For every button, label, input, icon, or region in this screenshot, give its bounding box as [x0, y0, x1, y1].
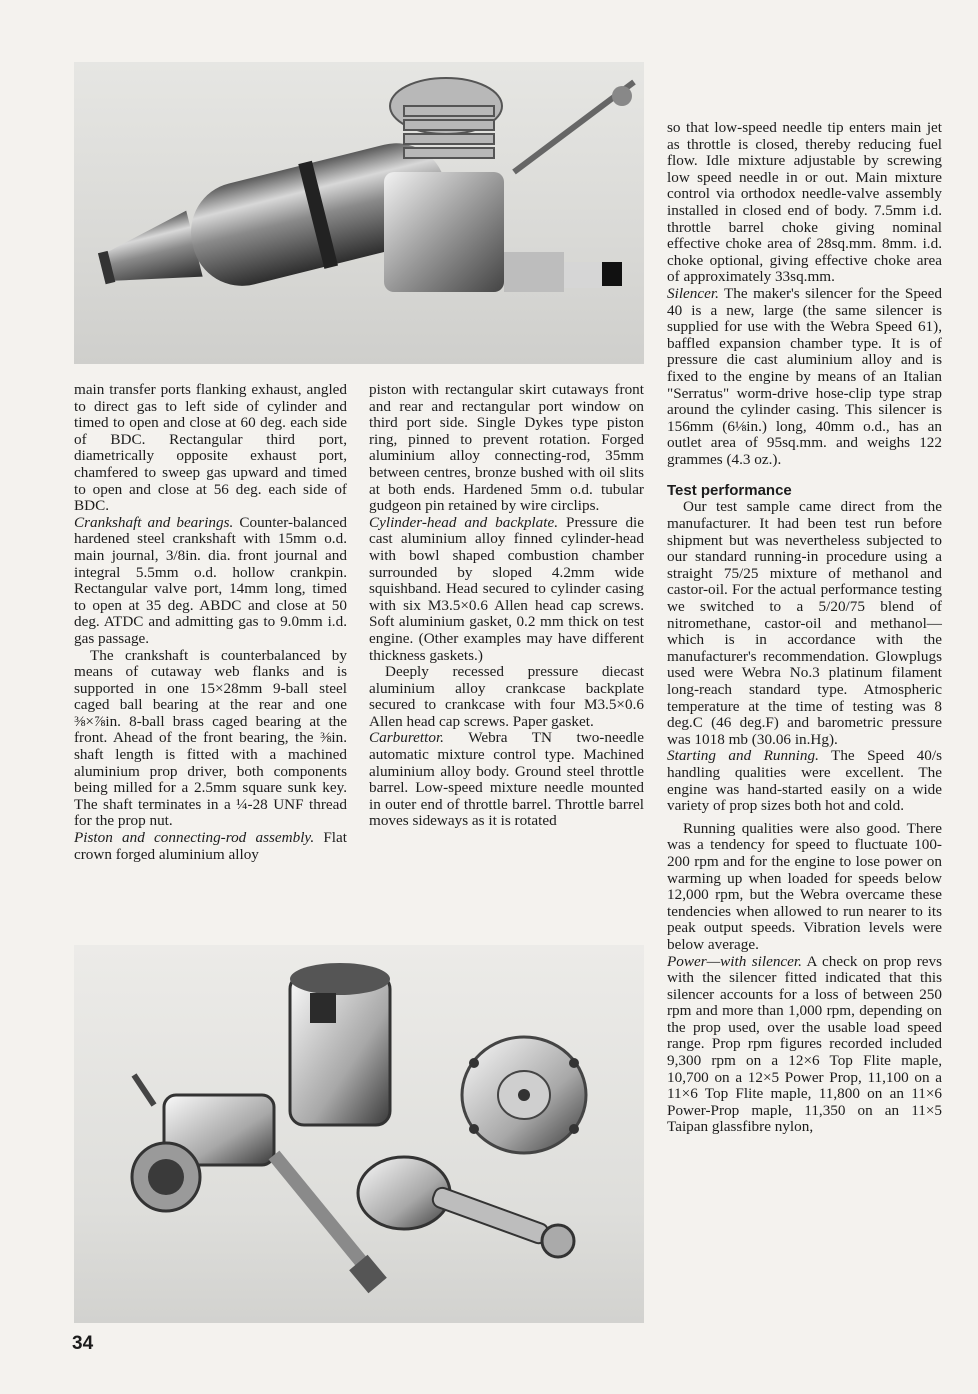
- paragraph-carb-cont: so that low-speed needle tip enters main jet as throttle is closed, thereby reducing fuel flow. Idle mixture adjustable by screwing low speed needle in or out. Main mixture control via orthodox needle-valve assembly installed in closed end of body. 7.5mm i.d. throttle barrel choke giving nominal effective choke area of 28sq.mm. 8mm. i.d. choke optional, giving effective choke area of approximately 33sq.mm.: [667, 119, 942, 286]
- engine-components-icon: [74, 945, 644, 1323]
- subhead-silencer: Silencer.: [667, 284, 719, 302]
- paragraph-cylinder-head: [369, 515, 644, 664]
- paragraph-crankshaft: [74, 515, 347, 648]
- engine-with-silencer-icon: [74, 62, 644, 364]
- subhead-power: Power—with silencer.: [667, 952, 802, 970]
- paragraph-backplate: Deeply recessed pressure diecast aluminium alloy crankcase backplate secured to crankcase with four M3.5×0.6 Allen head cap screws. Paper gasket.: [369, 663, 644, 730]
- subhead-piston: Piston and connecting-rod assembly.: [74, 829, 315, 847]
- page-number: 34: [72, 1333, 94, 1354]
- subhead-crankshaft: Crankshaft and bearings.: [74, 513, 234, 531]
- paragraph-piston: [74, 830, 347, 863]
- starting-text: The Speed 40/s handling qualities were excellent. The engine was hand-started easily on a wide variety of prop sizes both hot and cold.: [667, 747, 942, 815]
- subhead-carburettor: Carburettor.: [369, 729, 444, 747]
- text-column-1: [74, 382, 347, 863]
- text-column-3: [667, 120, 942, 1136]
- paragraph-power: [667, 954, 942, 1137]
- carburettor-text: Webra TN two-needle automatic mixture control type. Machined aluminium alloy body. Ground steel throttle barrel. Low-speed mixture needle mounted in outer end of throttle barrel. Throttle barrel moves sideways as it is rotated: [369, 729, 644, 830]
- crankshaft-text: Counter-balanced hardened steel crankshaft with 15mm o.d. main journal, 3/8in. dia. front journal and integral 5.5mm o.d. hollow crankpin. Rectangular valve port, 14mm long, timed to open at 35 deg. ABDC and close at 50 deg. ATDC and admitting gas to 9.0mm i.d. gas passage.: [74, 513, 347, 647]
- paragraph-carburettor: [369, 730, 644, 830]
- paragraph-starting: [667, 748, 942, 814]
- paragraph-running: Running qualities were also good. There was a tendency for speed to fluctuate 100-200 rpm and for the engine to lose power on warming up when loaded for speeds below 12,000 rpm, but the Webra overcame these tendencies when allowed to run nearer to its peak output speeds. Vibration levels were below average.: [667, 819, 942, 953]
- paragraph-counterbalance: The crankshaft is counterbalanced by means of cutaway web flanks and is supported in one 15×28mm 9-ball steel caged ball bearing at the rear and one ⅜×⅞in. 8-ball brass caged bearing at the front. Ahead of the front bearing, the ⅜in. shaft length is fitted with a machined aluminium prop driver, both components being milled for a 2.5mm square sunk key. The shaft terminates in a ¼-28 UNF thread for the prop nut.: [74, 646, 347, 830]
- subhead-cylinder-head: Cylinder-head and backplate.: [369, 513, 559, 531]
- paragraph-silencer: [667, 286, 942, 469]
- subhead-starting: Starting and Running.: [667, 747, 819, 765]
- silencer-text: The maker's silencer for the Speed 40 is a new, large (the same silencer is supplied for use with the Webra Speed 61), baffled expansion chamber type. It is of pressure die cast aluminium alloy and is fixed to the engine by means of an Italian "Serratus" worm-drive hose-clip type strap around the cylinder casing. This silencer is 156mm (6⅛in.) long, 40mm o.d., has an outlet area of 95sq.mm. and weighs 122 grammes (4.3 oz.).: [667, 284, 942, 468]
- engine-components-photo: [74, 945, 644, 1323]
- section-title-test-performance: Test performance: [667, 482, 792, 500]
- paragraph-piston-cont: piston with rectangular skirt cutaways front and rear and rectangular port window on third port side. Single Dykes type piston ring, pinned to prevent rotation. Forged aluminium alloy connecting-rod, 35mm between centres, bronze bushed with oil slits at both ends. Hardened 5mm o.d. tubular gudgeon pin retained by wire circlips.: [369, 381, 644, 515]
- cylinder-head-text: Pressure die cast aluminium alloy finned cylinder-head with bowl shaped combustion chamber surrounded by sloped 4.2mm wide squishband. Head secured to cylinder casing with six M3.5×0.6 Allen head cap screws. Soft aluminium gasket, 0.2 mm thick on test engine. (Other examples may have different thickness gaskets.): [369, 513, 644, 664]
- text-column-2: [369, 382, 644, 830]
- engine-silencer-photo: [74, 62, 644, 364]
- paragraph-transfer-ports: main transfer ports flanking exhaust, angled to direct gas to left side of cylinder and timed to open and close at 60 deg. each side of BDC. Rectangular third port, diametrically opposite exhaust port, chamfered to sweep gas upward and timed to open and close at 56 deg. each side of BDC.: [74, 381, 347, 515]
- paragraph-test-sample: Our test sample came direct from the manufacturer. It had been test run before shipment but was nevertheless subjected to our standard running-in procedure using a straight 75/25 mixture of methanol and castor-oil. For the actual performance testing we switched to a 5/20/75 blend of nitromethane, castor-oil and methanol—which is in accordance with the manufacturer's recommendation. Glowplugs used were Webra No.3 platinum filament long-reach standard type. Atmospheric temperature at the time of testing was 8 deg.C (46 deg.F) and barometric pressure was 1018 mb (30.06 in.Hg).: [667, 498, 942, 748]
- piston-text: Flat crown forged aluminium alloy: [74, 829, 347, 863]
- power-text: A check on prop revs with the silencer fitted indicated that this silencer accounts for a loss of between 250 rpm and more than 1,000 rpm, depending on the prop used, over the usable load speed range. Prop rpm figures recorded included 9,300 rpm on a 12×6 Top Flite maple, 10,700 on a 12×5 Power Prop, 11,100 on a 11×6 Top Flite maple, 11,800 on an 11×6 Power-Prop maple, 11,350 on an 11×5 Taipan glassfibre nylon,: [667, 952, 942, 1136]
